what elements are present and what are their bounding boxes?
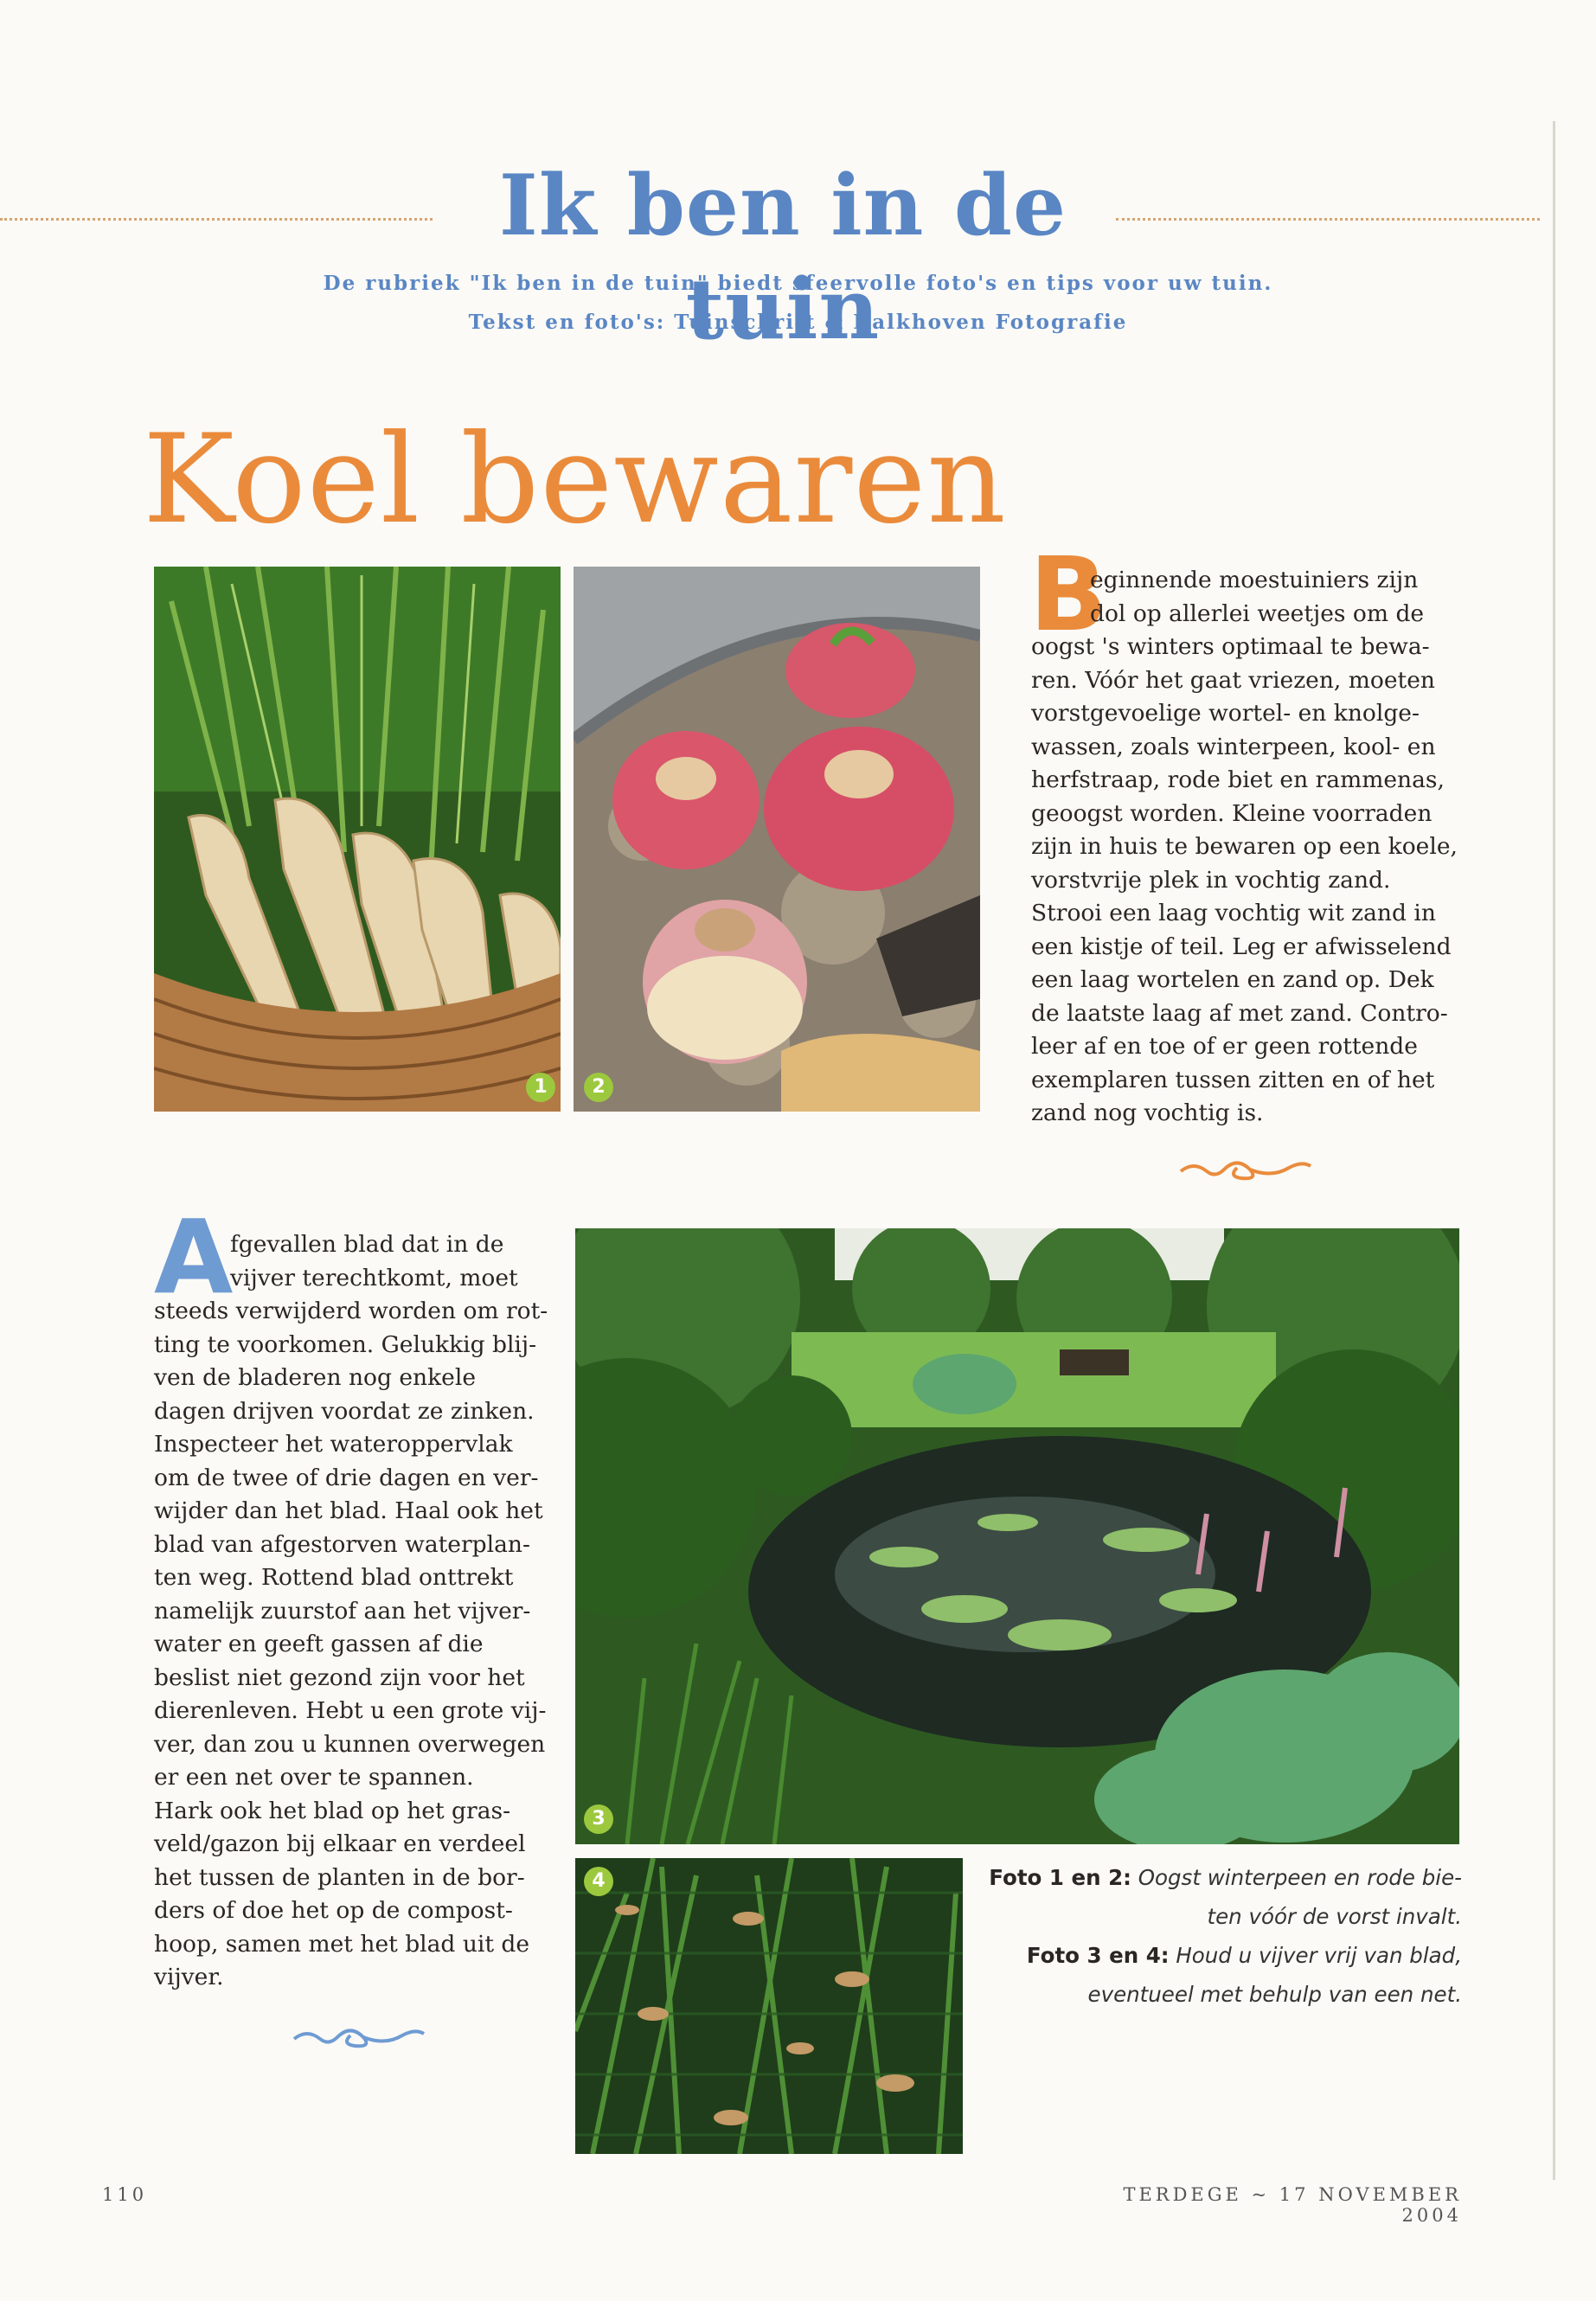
section-title: Ik ben in de tuin	[498, 157, 1067, 358]
photo-turnips	[574, 567, 980, 1112]
caption-line: ten vóór de vorst invalt.	[1207, 1904, 1462, 1929]
body-line: leer af en toe of er geen rottende	[1031, 1033, 1418, 1060]
body-line: ten weg. Rottend blad onttrekt	[154, 1564, 514, 1591]
body-line: hoop, samen met het blad uit de	[154, 1930, 530, 1958]
body-line: herfstraap, rode biet en rammenas,	[1031, 766, 1445, 793]
body-line: dagen drijven voordat ze zinken.	[154, 1397, 535, 1425]
body-line: wassen, zoals winterpeen, kool- en	[1031, 733, 1436, 760]
header-rule-right	[1116, 218, 1540, 221]
dropcap-a: A	[154, 1197, 234, 1317]
caption-text: Houd u vijver vrij van blad,	[1176, 1943, 1462, 1968]
body-line: geoogst worden. Kleine voorraden	[1031, 799, 1433, 827]
body-line: oogst 's winters optimaal te bewa-	[1031, 633, 1430, 660]
header-rule-left	[0, 218, 433, 221]
article-body-storage	[1031, 564, 1481, 1131]
photo-number-badge: 4	[584, 1867, 613, 1896]
photo-number-badge: 2	[584, 1073, 613, 1102]
body-line: om de twee of drie dagen en ver-	[154, 1464, 539, 1491]
body-line: blad van afgestorven waterplan-	[154, 1530, 530, 1558]
body-line: vorstvrije plek in vochtig zand.	[1031, 866, 1391, 894]
body-line: dierenleven. Hebt u een grote vij-	[154, 1697, 547, 1724]
body-line: steeds verwijderd worden om rot-	[154, 1298, 548, 1324]
photo-leaves-net	[575, 1858, 963, 2154]
caption-photos-3-4	[952, 1936, 1462, 2014]
credits-line: Tekst en foto's: Tuinschrift & Kalkhoven Fotografie	[468, 311, 1128, 334]
body-line: ders of doe het op de compost-	[154, 1897, 513, 1924]
body-line: er een net over te spannen.	[154, 1764, 474, 1791]
body-line: ren. Vóór het gaat vriezen, moeten	[1031, 666, 1435, 694]
caption-label: Foto 1 en 2:	[989, 1865, 1131, 1890]
body-line: vijver terechtkomt, moet	[230, 1264, 518, 1292]
body-line: een laag wortelen en zand op. Dek	[1031, 966, 1434, 993]
body-line: exemplaren tussen zitten en of het	[1031, 1066, 1435, 1093]
body-line: het tussen de planten in de bor-	[154, 1863, 525, 1891]
body-line: Strooi een laag vochtig wit zand in	[1031, 900, 1436, 926]
body-line: ver, dan zou u kunnen overwegen	[154, 1730, 546, 1758]
body-line: Hark ook het blad op het gras-	[154, 1797, 511, 1824]
body-line: ven de bladeren nog enkele	[154, 1364, 476, 1391]
body-line: eginnende moestuiniers zijn	[1090, 567, 1419, 593]
body-line: ting te voorkomen. Gelukkig blij-	[154, 1330, 537, 1358]
body-line: zijn in huis te bewaren op een koele,	[1031, 833, 1458, 860]
article-body-pond	[154, 1228, 569, 1995]
body-line: Inspecteer het wateroppervlak	[154, 1431, 513, 1458]
caption-photos-1-2	[952, 1858, 1462, 1936]
page-number: 110	[102, 2184, 148, 2205]
body-line: vijver.	[154, 1964, 224, 1990]
body-line: water en geeft gassen af die	[154, 1631, 484, 1657]
body-line: beslist niet gezond zijn voor het	[154, 1663, 525, 1691]
body-line: zand nog vochtig is.	[1031, 1099, 1264, 1126]
body-line: een kistje of teil. Leg er afwisselend	[1031, 933, 1452, 960]
body-line: veld/gazon bij elkaar en verdeel	[154, 1830, 526, 1857]
publication-footer: TERDEGE ~ 17 NOVEMBER 2004	[1123, 2184, 1462, 2226]
article-headline: Koel bewaren	[143, 408, 1007, 551]
body-line: dol op allerlei weetjes om de	[1090, 599, 1425, 627]
body-line: namelijk zuurstof aan het vijver-	[154, 1597, 531, 1625]
photo-number-badge: 3	[584, 1804, 613, 1834]
body-line: wijder dan het blad. Haal ook het	[154, 1497, 543, 1524]
caption-line	[952, 1936, 1462, 1975]
photo-parsnips	[154, 567, 561, 1112]
photo-garden-pond	[575, 1228, 1459, 1844]
caption-line	[952, 1858, 1462, 1897]
dropcap-b: B	[1029, 535, 1107, 654]
photo-number-badge: 1	[526, 1073, 555, 1102]
body-line: fgevallen blad dat in de	[230, 1231, 504, 1258]
body-line: de laatste laag af met zand. Contro-	[1031, 999, 1448, 1027]
ornament-swirl	[290, 2020, 428, 2054]
caption-line: eventueel met behulp van een net.	[1087, 1982, 1462, 2007]
section-subtitle: De rubriek "Ik ben in de tuin" biedt sfeervolle foto's en tips voor uw tuin.	[323, 272, 1273, 295]
page-edge	[1553, 121, 1555, 2180]
caption-text: Oogst winterpeen en rode bie-	[1138, 1865, 1462, 1890]
ornament-swirl	[1176, 1152, 1315, 1187]
body-line: vorstgevoelige wortel- en knolge-	[1031, 700, 1420, 727]
caption-label: Foto 3 en 4:	[1026, 1943, 1170, 1968]
